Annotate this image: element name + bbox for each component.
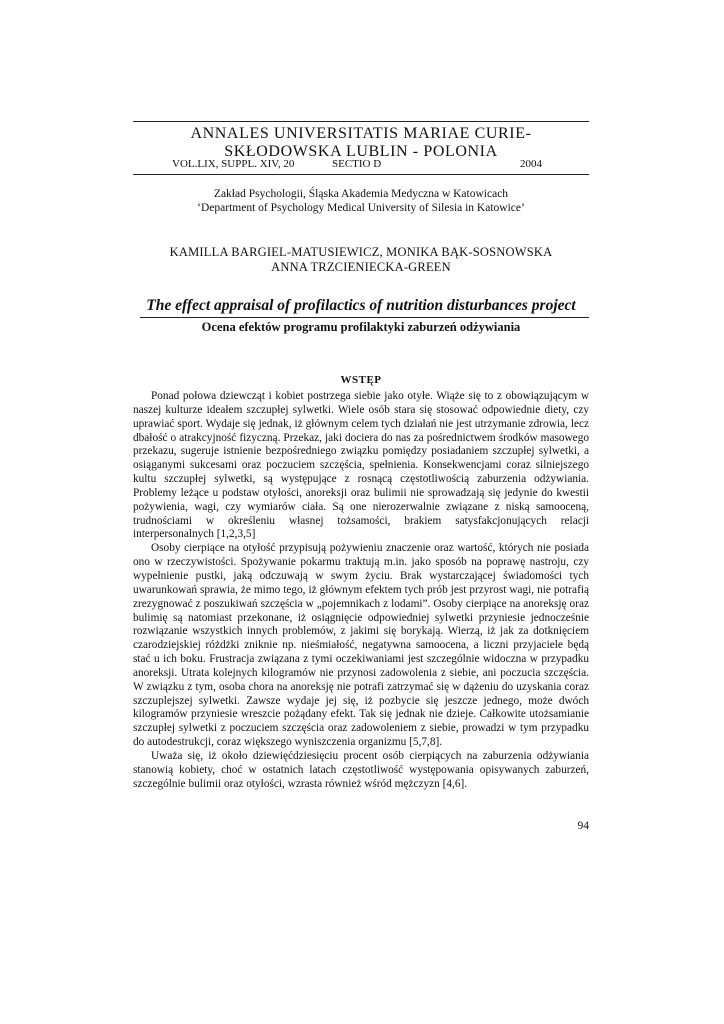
authors — [133, 245, 589, 275]
paragraph-3: Uważa się, iż około dziewięćdziesięciu procent osób cierpiących na zaburzenia odżywiania stanowią kobiety, choć w ostatnich latach częstotliwość występowania opisywanych zaburzeń, szczególnie bulimii oraz otyłości, wzrasta również wśród mężczyzn [4,6]. — [133, 749, 589, 790]
authors-line-2: ANNA TRZCIENIECKA-GREEN — [271, 260, 451, 274]
publication-year: 2004 — [520, 158, 542, 170]
title-polish: Ocena efektów programu profilaktyki zaburzeń odżywiania — [201, 320, 521, 334]
header-top-rule — [133, 121, 589, 122]
affiliation-english: ‘Department of Psychology Medical University of Silesia in Katowice’ — [197, 202, 525, 214]
journal-name-line-1: ANNALES UNIVERSITATIS MARIAE CURIE- — [190, 125, 532, 142]
paragraph-1: Ponad połowa dziewcząt i kobiet postrzega siebie jako otyłe. Wiąże się to z obowiązującym w naszej kulturze ideałem szczupłej sylwetki. Wiele osób stara się stosować odpowiednie diety, czy uprawiać sport. Wydaje się jednak, iż głównym celem tych działań nie jest utrzymanie zdrowia, lecz dbałość o atrakcyjność fizyczną. Przekaz, jaki dociera do nas za pośrednictwem środków masowego przekazu, sugeruje istnienie bezpośredniego związku pomiędzy posiadaniem szczupłej sylwetki, a osiąganymi sukcesami oraz poczuciem szczęścia, spełnienia. Konsekwencjami coraz silniejszego kultu szczupłej sylwetki, są występujące z rosnącą częstotliwością zaburzenia odżywiania. Problemy leżące u podstaw otyłości, anoreksji oraz bulimii nie sprowadzają się jedynie do kwestii pożywienia, wagi, czy wymiarów ciała. Są one nierozerwalnie związane z niską samooceną, trudnościami w określeniu własnej tożsamości, brakiem satysfakcjonujących relacji interpersonalnych [1,2,3,5] — [133, 390, 589, 541]
affiliation-polish: Zakład Psychologii, Śląska Akademia Medyczna w Katowicach — [213, 188, 509, 200]
paragraph-2: Osoby cierpiące na otyłość przypisują pożywieniu znaczenie oraz wartość, których nie posiada ono w rzeczywistości. Spożywanie pokarmu traktują m.in. jako sposób na poprawę nastroju, czy wypełnienie pustki, jaką odczuwają w swym życiu. Brak wystarczającej świadomości tych uwarunkowań sprawia, że mimo tego, iż głównym efektem tych prób jest przyrost wagi, nie potrafią zrezygnować z poszukiwań szczęścia w „pojemnikach z lodami”. Osoby cierpiące na anoreksję oraz bulimię są natomiast przekonane, iż osiągnięcie odpowiedniej sylwetki przyniesie jednocześnie rozwiązanie wszystkich innych problemów, z jakimi się borykają. Wierzą, iż jak za dotknięciem czarodziejskiej różdżki zniknie np. nieśmiałość, negatywna samoocena, a liczni przyjaciele będą stać u ich boku. Frustracja związana z tymi oczekiwaniami jest szczególnie widoczna w przypadku anoreksji. Utrata kolejnych kilogramów nie przynosi zadowolenia z siebie, ani poczucia szczęścia. W związku z tym, osoba chora na anoreksję nie potrafi zatrzymać się w dążeniu do uzyskania coraz szczuplejszej sylwetki. Zawsze wydaje jej się, iż pozbycie się jeszcze jednego, może dwóch kilogramów przyniesie wreszcie pożądany efekt. Tak się jednak nie dzieje. Całkowite utożsamianie szczupłej sylwetki z poczuciem szczęścia oraz zadowoleniem z siebie, prowadzi w tym przypadku do autodestrukcji, coraz większego wyniszczenia organizmu [5,7,8]. — [133, 542, 589, 749]
page-number: 94 — [577, 820, 589, 832]
authors-line-1: KAMILLA BARGIEL-MATUSIEWICZ, MONIKA BĄK-SOSNOWSKA — [169, 245, 553, 259]
journal-name — [133, 125, 589, 161]
journal-name-line-2: SKŁODOWSKA LUBLIN - POLONIA — [224, 143, 498, 160]
section-heading: WSTĘP — [340, 374, 382, 386]
section-info: SECTIO D — [332, 158, 382, 170]
title-english: The effect appraisal of profilactics of nutrition disturbances project — [146, 297, 576, 314]
volume-info: VOL.LIX, SUPPL. XIV, 20 — [172, 158, 295, 170]
header-bottom-rule — [133, 174, 589, 175]
body-text — [133, 390, 589, 791]
title-rule — [140, 317, 589, 318]
affiliation — [133, 187, 589, 215]
